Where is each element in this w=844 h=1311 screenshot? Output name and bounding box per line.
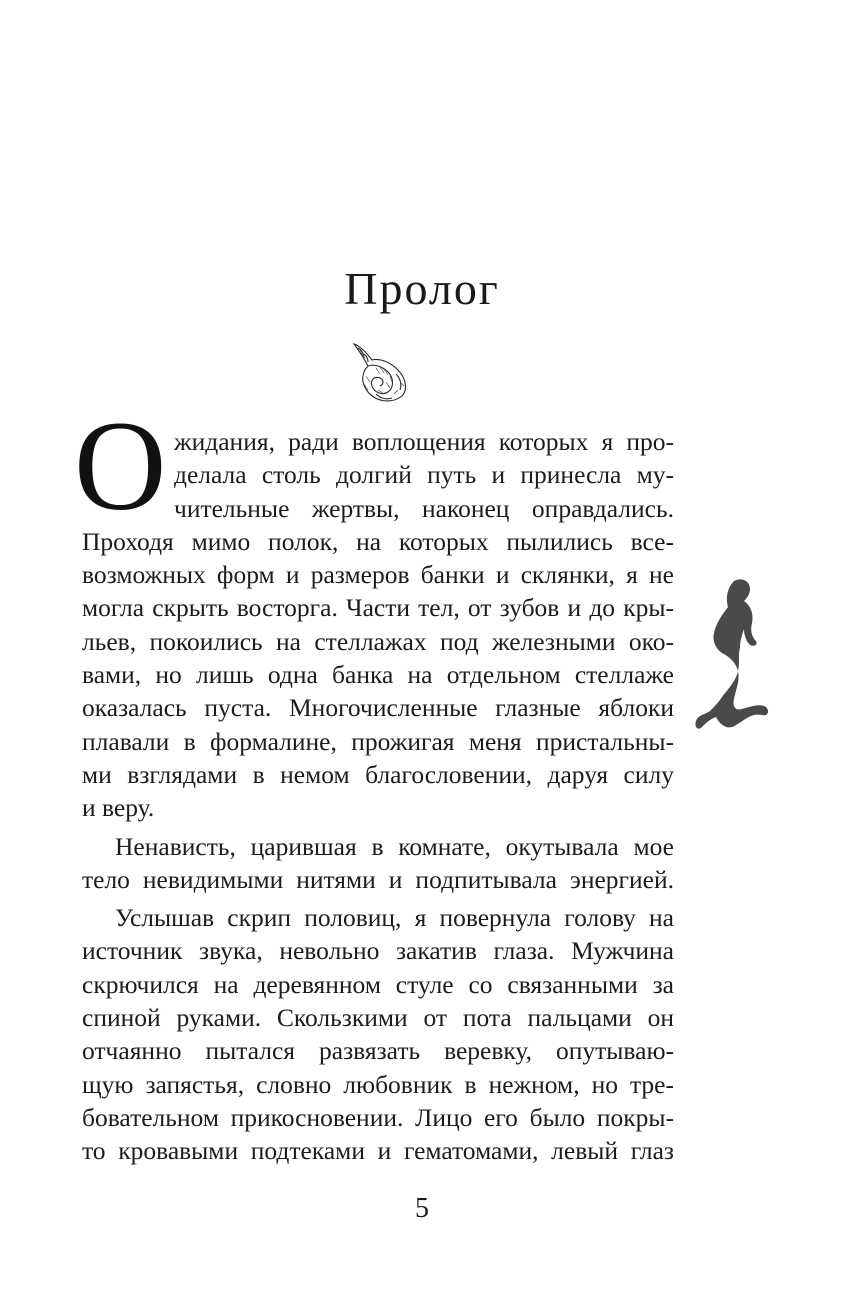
text-line: тело невидимыми нитями и подпитывала энергией. (82, 864, 674, 894)
page-number: 5 (415, 1193, 429, 1224)
text-line: Ненависть, царившая в комнате, окутывала мое (115, 831, 674, 861)
text-line: чительные жертвы, наконец оправдались. (174, 493, 674, 523)
text-line: отчаянно пытался развязать веревку, опутываю- (82, 1036, 674, 1066)
text-line: вами, но лишь одна банка на отдельном стеллаже (82, 660, 674, 690)
seashell-icon (346, 338, 410, 410)
text-line: и веру. (82, 793, 155, 823)
text-line: ми взглядами в немом благословении, даруя силу (82, 759, 674, 789)
chapter-body (82, 425, 674, 1168)
text-line: возможных форм и размеров банки и склянки, я не (82, 560, 674, 590)
text-line: скрючился на деревянном стуле со связанными за (82, 969, 674, 999)
text-line: плавали в формалине, прожигая меня пристальны- (82, 726, 674, 756)
text-line: жидания, ради воплощения которых я про- (174, 427, 674, 456)
drop-cap: О (74, 395, 167, 537)
text-line: льев, покоились на стеллажах под железными око- (82, 626, 674, 656)
text-line: бовательном прикосновении. Лицо его было покры- (82, 1102, 674, 1132)
text-line: делала столь долгий путь и принесла му- (174, 460, 674, 490)
text-line: оказалась пуста. Многочисленные глазные яблоки (82, 693, 674, 723)
chapter-title: Пролог (344, 263, 500, 314)
text-line: источник звука, невольно закатив глаза. Мужчина (82, 936, 674, 966)
text-line: Услышав скрип половиц, я повернула голову на (115, 903, 674, 933)
text-line: Проходя мимо полок, на которых пылились все- (82, 526, 674, 556)
text-line: спиной руками. Скользкими от пота пальцами он (82, 1003, 674, 1033)
text-line: могла скрыть восторга. Части тел, от зубов и до кры- (82, 593, 674, 623)
text-line: щую запястья, словно любовник в нежном, но тре- (82, 1069, 674, 1099)
mermaid-silhouette-icon (690, 575, 772, 733)
text-line: то кровавыми подтеками и гематомами, левый глаз (82, 1136, 674, 1166)
